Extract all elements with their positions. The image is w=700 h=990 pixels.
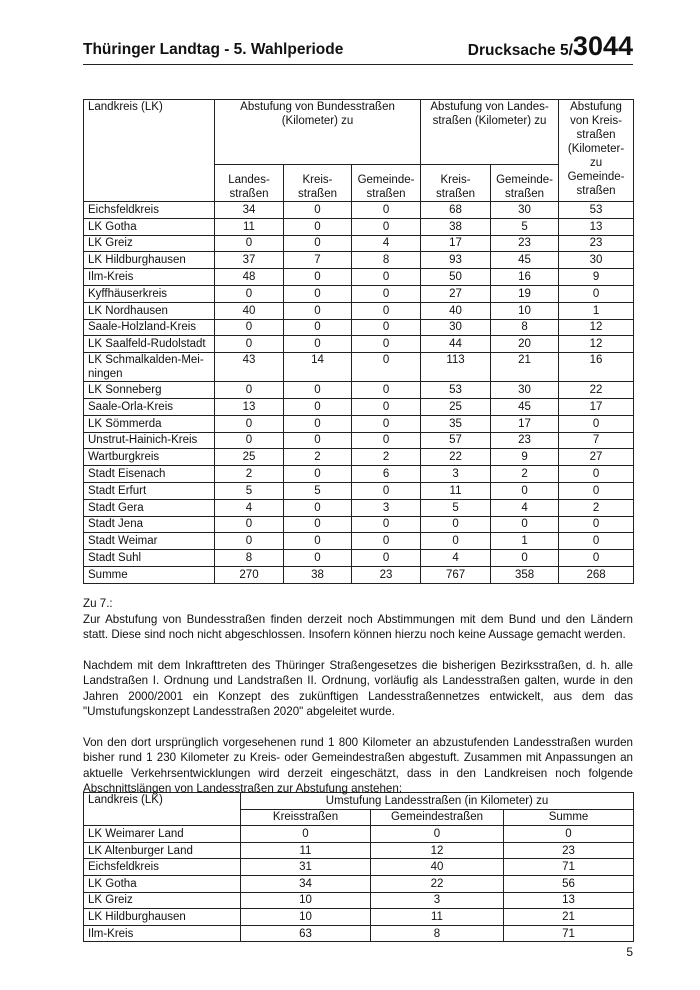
row-value: 40 xyxy=(371,859,504,876)
row-value: 0 xyxy=(559,285,634,302)
row-name: Saale-Orla-Kreis xyxy=(84,398,215,415)
drucksache-id xyxy=(468,33,633,60)
row-value: 23 xyxy=(491,432,559,449)
row-value: 0 xyxy=(491,516,559,533)
row-name: Summe xyxy=(84,566,215,583)
row-value: 57 xyxy=(421,432,491,449)
row-value: 0 xyxy=(352,482,421,499)
row-value: 30 xyxy=(491,202,559,219)
row-value: 0 xyxy=(215,516,284,533)
row-value: 0 xyxy=(559,533,634,550)
row-value: 10 xyxy=(491,302,559,319)
row-name: Kyffhäuserkreis xyxy=(84,285,215,302)
row-value: 0 xyxy=(421,516,491,533)
sub-header-gemeinde1: Gemeinde-straßen xyxy=(352,165,421,202)
table-row xyxy=(84,336,634,353)
row-value: 14 xyxy=(284,353,352,382)
table-row xyxy=(84,319,634,336)
row-value: 0 xyxy=(284,550,352,567)
table-row xyxy=(84,218,634,235)
row-value: 0 xyxy=(371,826,504,843)
sub-header-kreisstrassen: Kreisstraßen xyxy=(241,809,371,826)
table2-body xyxy=(84,826,634,942)
row-value: 71 xyxy=(504,925,634,942)
row-value: 12 xyxy=(559,319,634,336)
row-value: 4 xyxy=(215,499,284,516)
row-value: 40 xyxy=(421,302,491,319)
row-name: LK Sömmerda xyxy=(84,415,215,432)
row-value: 13 xyxy=(559,218,634,235)
row-value: 0 xyxy=(284,202,352,219)
row-name: Stadt Weimar xyxy=(84,533,215,550)
row-name: Stadt Eisenach xyxy=(84,466,215,483)
row-value: 12 xyxy=(559,336,634,353)
row-value: 40 xyxy=(215,302,284,319)
table-row xyxy=(84,415,634,432)
row-value: 38 xyxy=(284,566,352,583)
row-name: Ilm-Kreis xyxy=(84,269,215,286)
row-name: Unstrut-Hainich-Kreis xyxy=(84,432,215,449)
row-value: 0 xyxy=(215,382,284,399)
page-header xyxy=(83,30,633,65)
row-value: 5 xyxy=(284,482,352,499)
table-row xyxy=(84,925,634,942)
row-value: 9 xyxy=(491,449,559,466)
col-header-landkreis: Landkreis (LK) xyxy=(84,100,215,202)
row-value: 0 xyxy=(352,336,421,353)
row-name: Saale-Holzland-Kreis xyxy=(84,319,215,336)
row-value: 0 xyxy=(559,482,634,499)
row-name: Eichsfeldkreis xyxy=(84,859,241,876)
row-value: 37 xyxy=(215,252,284,269)
table-row xyxy=(84,892,634,909)
group-header-kreis xyxy=(559,100,634,202)
row-value: 767 xyxy=(421,566,491,583)
row-value: 11 xyxy=(241,842,371,859)
row-value: 0 xyxy=(284,302,352,319)
row-value: 31 xyxy=(241,859,371,876)
row-value: 30 xyxy=(421,319,491,336)
row-value: 43 xyxy=(215,353,284,382)
sub-header-landes: Landes-straßen xyxy=(215,165,284,202)
row-value: 0 xyxy=(284,336,352,353)
row-value: 10 xyxy=(241,909,371,926)
row-value: 3 xyxy=(421,466,491,483)
row-name: LK Hildburghausen xyxy=(84,909,241,926)
row-value: 0 xyxy=(559,516,634,533)
drucksache-label: Drucksache 5/ xyxy=(467,42,573,59)
row-value: 48 xyxy=(215,269,284,286)
row-value: 0 xyxy=(559,466,634,483)
row-name: LK Weimarer Land xyxy=(84,826,241,843)
table-row xyxy=(84,875,634,892)
row-value: 9 xyxy=(559,269,634,286)
row-value: 12 xyxy=(371,842,504,859)
table-row xyxy=(84,432,634,449)
table-abstufung xyxy=(83,99,634,584)
row-value: 10 xyxy=(241,892,371,909)
row-value: 11 xyxy=(371,909,504,926)
row-value: 0 xyxy=(215,235,284,252)
row-value: 4 xyxy=(421,550,491,567)
group-header-kreis-text: Abstufung von Kreis-straßen (Kilometer-zu xyxy=(567,101,625,169)
table-row xyxy=(84,566,634,583)
row-value: 0 xyxy=(215,336,284,353)
row-value: 35 xyxy=(421,415,491,432)
row-name: LK Schmalkalden-Mei-ningen xyxy=(84,353,215,382)
row-value: 38 xyxy=(421,218,491,235)
table-umstufung xyxy=(83,792,634,942)
row-value: 34 xyxy=(215,202,284,219)
row-value: 0 xyxy=(284,516,352,533)
row-value: 11 xyxy=(215,218,284,235)
row-value: 0 xyxy=(284,269,352,286)
text-block xyxy=(83,596,633,797)
row-name: LK Gotha xyxy=(84,875,241,892)
row-name: LK Greiz xyxy=(84,235,215,252)
row-name: Stadt Gera xyxy=(84,499,215,516)
row-value: 19 xyxy=(491,285,559,302)
table-row xyxy=(84,842,634,859)
table-row xyxy=(84,466,634,483)
table-row xyxy=(84,859,634,876)
row-value: 20 xyxy=(491,336,559,353)
row-value: 270 xyxy=(215,566,284,583)
row-value: 1 xyxy=(559,302,634,319)
header-title: Thüringer Landtag - 5. Wahlperiode xyxy=(83,41,344,58)
row-value: 0 xyxy=(352,353,421,382)
row-value: 4 xyxy=(352,235,421,252)
sub-header-kreis2: Kreis-straßen xyxy=(421,165,491,202)
row-value: 268 xyxy=(559,566,634,583)
row-name: LK Hildburghausen xyxy=(84,252,215,269)
row-value: 27 xyxy=(559,449,634,466)
row-value: 2 xyxy=(215,466,284,483)
row-value: 2 xyxy=(284,449,352,466)
table-row xyxy=(84,550,634,567)
row-value: 0 xyxy=(284,319,352,336)
row-value: 0 xyxy=(491,482,559,499)
row-value: 13 xyxy=(504,892,634,909)
table-row xyxy=(84,499,634,516)
table-row xyxy=(84,449,634,466)
row-value: 5 xyxy=(421,499,491,516)
row-value: 0 xyxy=(215,432,284,449)
row-value: 0 xyxy=(284,415,352,432)
row-value: 22 xyxy=(559,382,634,399)
row-value: 16 xyxy=(491,269,559,286)
row-value: 21 xyxy=(491,353,559,382)
row-value: 25 xyxy=(421,398,491,415)
row-value: 0 xyxy=(352,432,421,449)
row-value: 17 xyxy=(421,235,491,252)
table-row xyxy=(84,252,634,269)
row-value: 8 xyxy=(352,252,421,269)
sub-header-gemeindestrassen: Gemeindestraßen xyxy=(371,809,504,826)
row-value: 68 xyxy=(421,202,491,219)
row-value: 0 xyxy=(504,826,634,843)
group-header-land: Abstufung von Landes-straßen (Kilometer) zu xyxy=(421,100,559,165)
row-name: Stadt Erfurt xyxy=(84,482,215,499)
row-name: Wartburgkreis xyxy=(84,449,215,466)
row-value: 2 xyxy=(559,499,634,516)
row-value: 8 xyxy=(491,319,559,336)
table-row xyxy=(84,202,634,219)
table-row xyxy=(84,285,634,302)
row-value: 0 xyxy=(352,550,421,567)
row-value: 0 xyxy=(284,218,352,235)
table-row xyxy=(84,516,634,533)
row-value: 23 xyxy=(352,566,421,583)
row-value: 0 xyxy=(352,533,421,550)
row-value: 23 xyxy=(504,842,634,859)
row-value: 0 xyxy=(284,499,352,516)
row-value: 30 xyxy=(491,382,559,399)
row-value: 22 xyxy=(371,875,504,892)
table-row xyxy=(84,398,634,415)
row-value: 0 xyxy=(352,382,421,399)
row-value: 17 xyxy=(559,398,634,415)
row-value: 0 xyxy=(284,432,352,449)
row-value: 0 xyxy=(421,533,491,550)
table-row xyxy=(84,353,634,382)
paragraph-1: Zur Abstufung von Bundesstraßen finden derzeit noch Abstimmungen mit dem Bund und den Ländern statt. Diese sind noch nicht abgeschlossen. Insofern können hierzu noch keine Aussage gemacht werden. xyxy=(83,612,633,641)
table-row xyxy=(84,382,634,399)
row-value: 0 xyxy=(352,398,421,415)
row-value: 0 xyxy=(559,550,634,567)
row-name: LK Greiz xyxy=(84,892,241,909)
row-value: 50 xyxy=(421,269,491,286)
page-number: 5 xyxy=(626,945,633,959)
row-value: 0 xyxy=(215,533,284,550)
row-name: LK Saalfeld-Rudolstadt xyxy=(84,336,215,353)
section-label: Zu 7.: xyxy=(83,597,113,610)
row-value: 71 xyxy=(504,859,634,876)
row-value: 45 xyxy=(491,252,559,269)
row-value: 22 xyxy=(421,449,491,466)
row-value: 0 xyxy=(215,319,284,336)
row-value: 0 xyxy=(241,826,371,843)
row-value: 45 xyxy=(491,398,559,415)
row-value: 34 xyxy=(241,875,371,892)
table-row xyxy=(84,826,634,843)
row-value: 30 xyxy=(559,252,634,269)
row-value: 7 xyxy=(559,432,634,449)
row-value: 3 xyxy=(352,499,421,516)
group-header-kreis-sub: Gemeinde-straßen xyxy=(567,171,625,197)
paragraph-2: Nachdem mit dem Inkrafttreten des Thüringer Straßengesetzes die bisherigen Bezirksstraßen, d. h. alle Landstraßen I. Ordnung und Landstraßen II. Ordnung, vorläufig als Landesstraßen galten, wurde in den Jahren 2000/2001 ein Konzept des zukünftigen Landesstraßennetzes entwickelt, aus dem das "Umstufungskonzept Landesstraßen 2020" abgeleitet wurde. xyxy=(83,658,633,718)
row-name: LK Altenburger Land xyxy=(84,842,241,859)
row-name: Eichsfeldkreis xyxy=(84,202,215,219)
row-name: LK Gotha xyxy=(84,218,215,235)
row-value: 6 xyxy=(352,466,421,483)
drucksache-number: 3044 xyxy=(572,31,633,61)
row-value: 0 xyxy=(352,516,421,533)
row-value: 8 xyxy=(215,550,284,567)
row-value: 17 xyxy=(491,415,559,432)
table-row xyxy=(84,533,634,550)
table1-body xyxy=(84,202,634,584)
row-value: 0 xyxy=(352,302,421,319)
row-value: 21 xyxy=(504,909,634,926)
row-value: 13 xyxy=(215,398,284,415)
row-value: 53 xyxy=(421,382,491,399)
row-value: 0 xyxy=(284,285,352,302)
row-value: 3 xyxy=(371,892,504,909)
row-value: 358 xyxy=(491,566,559,583)
row-name: LK Nordhausen xyxy=(84,302,215,319)
table-row xyxy=(84,302,634,319)
row-value: 44 xyxy=(421,336,491,353)
row-value: 0 xyxy=(284,382,352,399)
row-value: 2 xyxy=(352,449,421,466)
row-value: 4 xyxy=(491,499,559,516)
row-value: 0 xyxy=(352,218,421,235)
row-value: 5 xyxy=(491,218,559,235)
group-header-umstufung: Umstufung Landesstraßen (in Kilometer) zu xyxy=(241,793,634,810)
row-value: 0 xyxy=(352,285,421,302)
col-header-landkreis-2: Landkreis (LK) xyxy=(84,793,241,826)
row-name: Ilm-Kreis xyxy=(84,925,241,942)
row-value: 27 xyxy=(421,285,491,302)
table-row xyxy=(84,235,634,252)
paragraph-3: Von den dort ursprünglich vorgesehenen rund 1 800 Kilometer an abzustufenden Landesstraßen wurden bisher rund 1 230 Kilometer zu Kreis- oder Gemeindestraßen abgestuft. Zusammen mit Anpassungen an aktuelle Verkehrsentwicklungen wird derzeit eingeschätzt, dass in den Landkreisen noch folgende Abschnittslängen von Landesstraßen zur Abstufung anstehen: xyxy=(83,735,633,795)
row-value: 0 xyxy=(284,466,352,483)
sub-header-kreis1: Kreis-straßen xyxy=(284,165,352,202)
row-value: 93 xyxy=(421,252,491,269)
sub-header-gemeinde2: Gemeinde-straßen xyxy=(491,165,559,202)
row-value: 0 xyxy=(215,415,284,432)
sub-header-summe: Summe xyxy=(504,809,634,826)
group-header-bund: Abstufung von Bundesstraßen (Kilometer) zu xyxy=(215,100,421,165)
table-row xyxy=(84,482,634,499)
row-value: 1 xyxy=(491,533,559,550)
row-name: Stadt Jena xyxy=(84,516,215,533)
table-row xyxy=(84,909,634,926)
row-name: LK Sonneberg xyxy=(84,382,215,399)
row-value: 0 xyxy=(284,235,352,252)
row-value: 25 xyxy=(215,449,284,466)
row-value: 16 xyxy=(559,353,634,382)
row-value: 0 xyxy=(215,285,284,302)
row-value: 8 xyxy=(371,925,504,942)
row-value: 0 xyxy=(491,550,559,567)
row-name: Stadt Suhl xyxy=(84,550,215,567)
row-value: 11 xyxy=(421,482,491,499)
row-value: 2 xyxy=(491,466,559,483)
row-value: 56 xyxy=(504,875,634,892)
row-value: 0 xyxy=(352,415,421,432)
row-value: 23 xyxy=(559,235,634,252)
row-value: 0 xyxy=(352,202,421,219)
row-value: 0 xyxy=(284,398,352,415)
table-row xyxy=(84,269,634,286)
row-value: 0 xyxy=(284,533,352,550)
row-value: 0 xyxy=(352,319,421,336)
row-value: 53 xyxy=(559,202,634,219)
row-value: 23 xyxy=(491,235,559,252)
row-value: 0 xyxy=(559,415,634,432)
row-value: 0 xyxy=(352,269,421,286)
row-value: 7 xyxy=(284,252,352,269)
row-value: 5 xyxy=(215,482,284,499)
row-value: 113 xyxy=(421,353,491,382)
row-value: 63 xyxy=(241,925,371,942)
